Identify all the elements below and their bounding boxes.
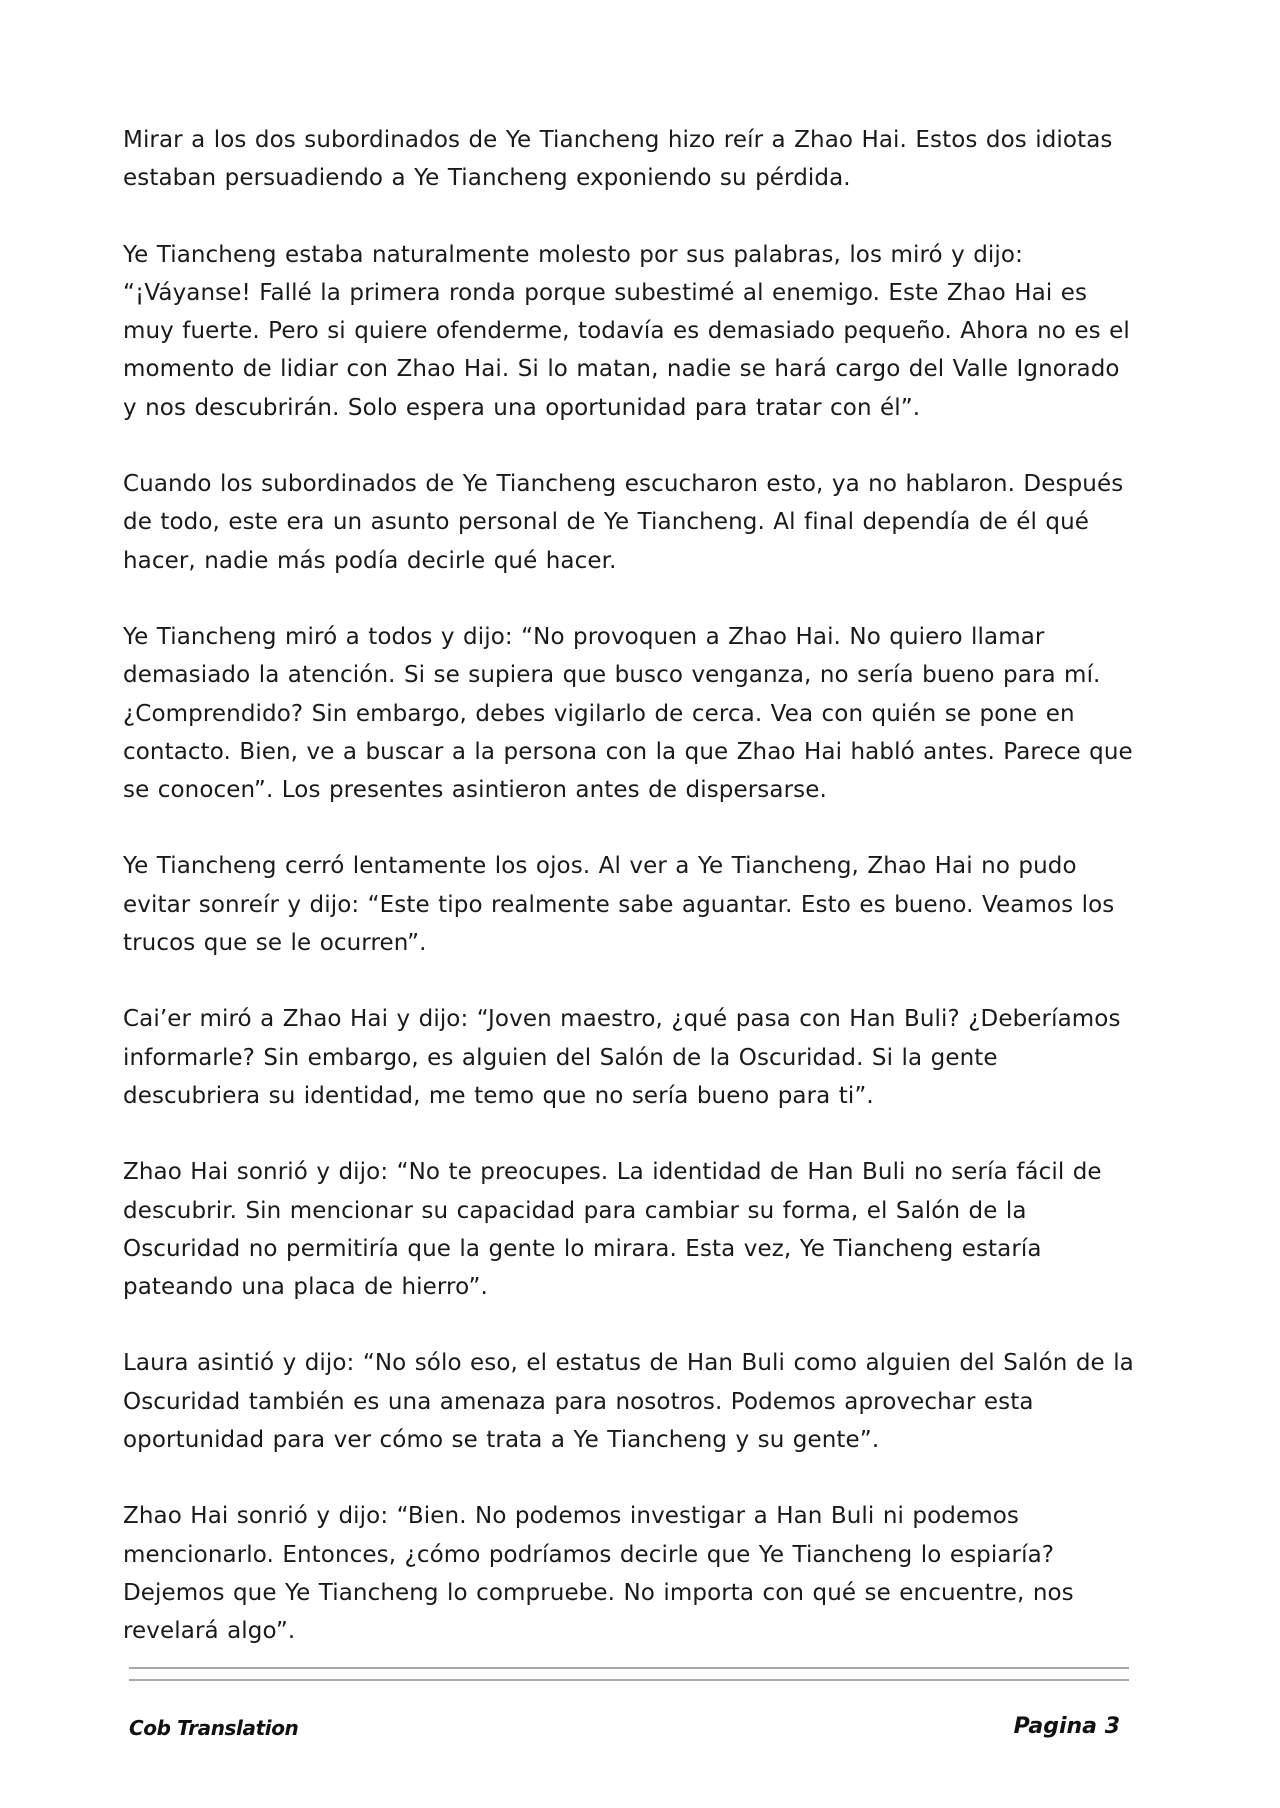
paragraph: Zhao Hai sonrió y dijo: “No te preocupes. La identidad de Han Buli no sería fácil de descubrir. Sin mencionar su capacidad para cambiar su forma, el Salón de la Oscuridad no permitiría que la gente lo mirara. Esta vez, Ye Tiancheng estaría pateando una placa de hierro”. <box>123 1159 1102 1301</box>
body-text <box>123 121 1135 1689</box>
paragraph: Cai’er miró a Zhao Hai y dijo: “Joven maestro, ¿qué pasa con Han Buli? ¿Deberíamos informarle? Sin embargo, es alguien del Salón de la Oscuridad. Si la gente descubriera su identidad, me temo que no sería bueno para ti”. <box>123 1006 1121 1109</box>
paragraph: Zhao Hai sonrió y dijo: “Bien. No podemos investigar a Han Buli ni podemos mencionarlo. Entonces, ¿cómo podríamos decirle que Ye Tiancheng lo espiaría? Dejemos que Ye Tiancheng lo compruebe. No importa con qué se encuentre, nos revelará algo”. <box>123 1503 1074 1645</box>
paragraph: Ye Tiancheng miró a todos y dijo: “No provoquen a Zhao Hai. No quiero llamar demasiado la atención. Si se supiera que busco venganza, no sería bueno para mí. ¿Comprendido? Sin embargo, debes vigilarlo de cerca. Vea con quién se pone en contacto. Bien, ve a buscar a la persona con la que Zhao Hai habló antes. Parece que se conocen”. Los presentes asintieron antes de dispersarse. <box>123 623 1133 804</box>
footer-page-number: Pagina 3 <box>1013 1714 1120 1739</box>
paragraph: Ye Tiancheng estaba naturalmente molesto por sus palabras, los miró y dijo: “¡Váyanse! Fallé la primera ronda porque subestimé al enemigo. Este Zhao Hai es muy fuerte. Pero si quiere ofenderme, todavía es demasiado pequeño. Ahora no es el momento de lidiar con Zhao Hai. Si lo matan, nadie se hará cargo del Valle Ignorado y nos descubrirán. Solo espera una oportunidad para tratar con él”. <box>123 241 1130 421</box>
footer-translator: Cob Translation <box>129 1716 299 1740</box>
footer-divider-bottom <box>129 1679 1129 1681</box>
paragraph: Cuando los subordinados de Ye Tiancheng escucharon esto, ya no hablaron. Después de todo, este era un asunto personal de Ye Tiancheng. Al final dependía de él qué hacer, nadie más podía decirle qué hacer. <box>123 471 1124 574</box>
paragraph: Ye Tiancheng cerró lentamente los ojos. Al ver a Ye Tiancheng, Zhao Hai no pudo evitar sonreír y dijo: “Este tipo realmente sabe aguantar. Esto es bueno. Veamos los trucos que se le ocurren”. <box>123 853 1115 957</box>
footer-divider-top <box>129 1667 1129 1669</box>
paragraph: Laura asintió y dijo: “No sólo eso, el estatus de Han Buli como alguien del Salón de la Oscuridad también es una amenaza para nosotros. Podemos aprovechar esta oportunidad para ver cómo se trata a Ye Tiancheng y su gente”. <box>123 1350 1134 1454</box>
paragraph: Mirar a los dos subordinados de Ye Tiancheng hizo reír a Zhao Hai. Estos dos idiotas estaban persuadiendo a Ye Tiancheng exponiendo su pérdida. <box>123 127 1113 192</box>
